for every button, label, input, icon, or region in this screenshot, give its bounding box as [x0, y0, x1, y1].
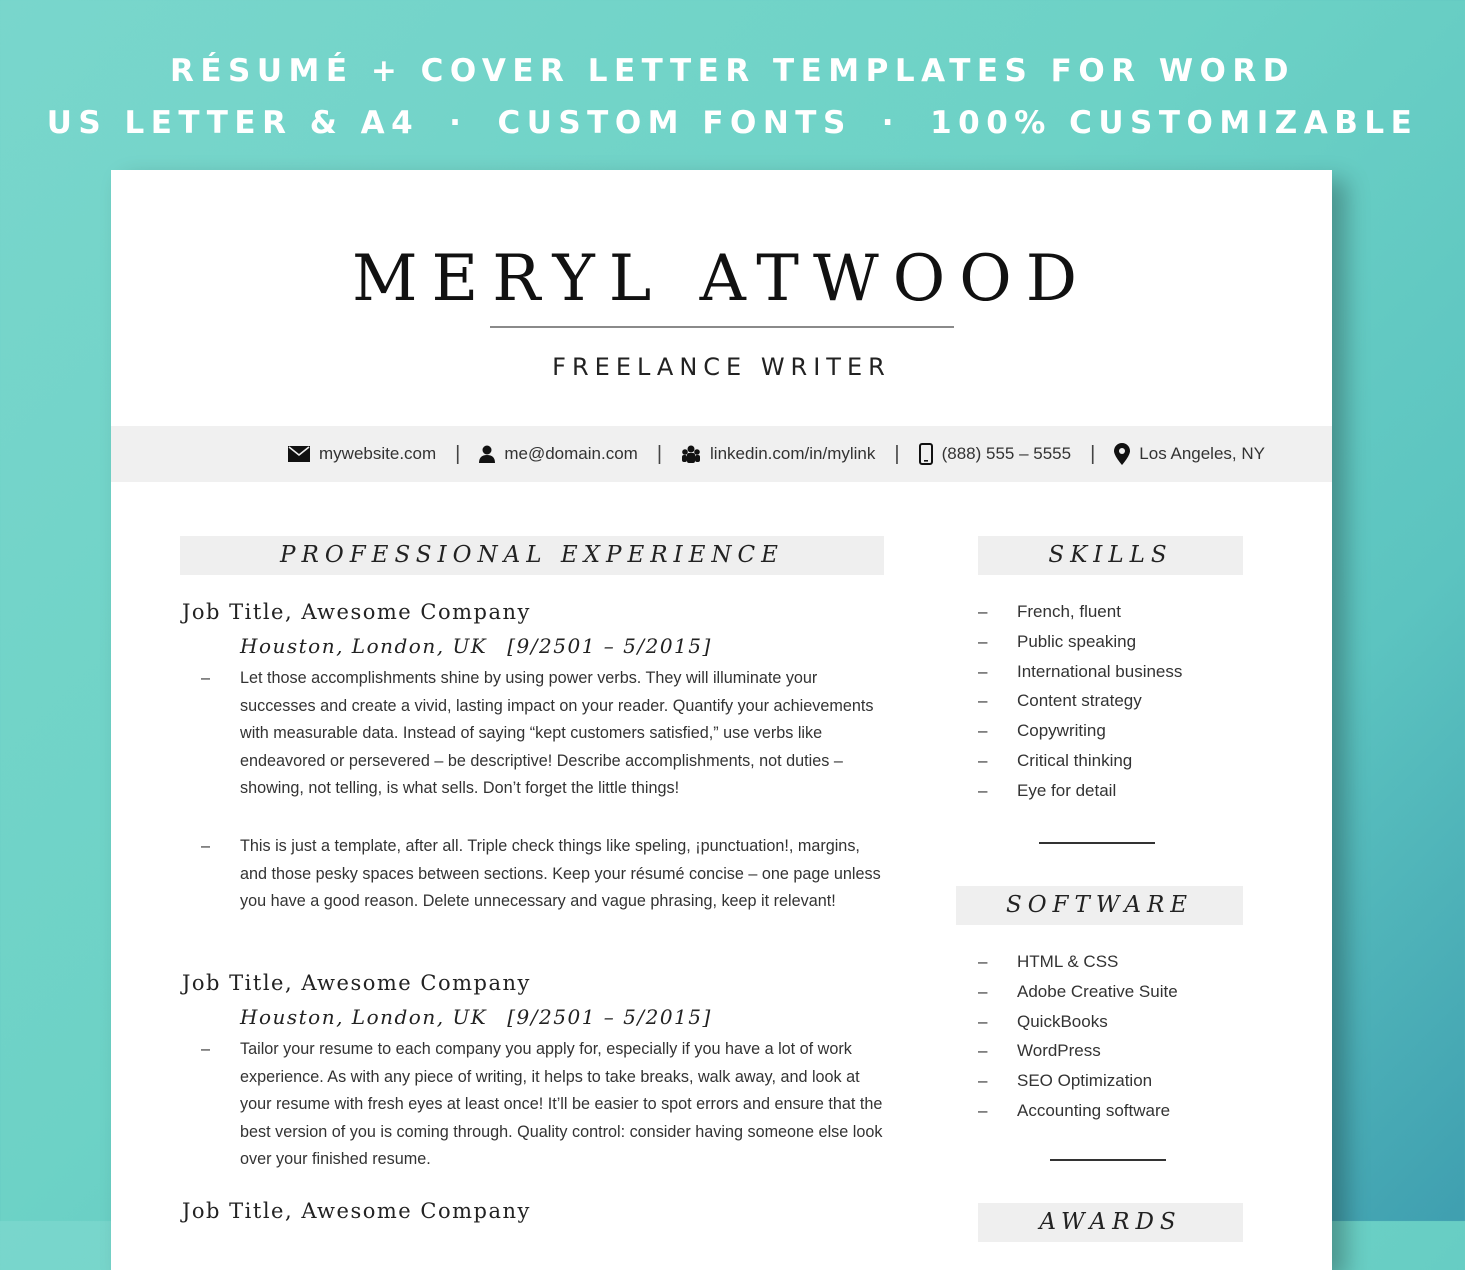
skill-text: Public speaking: [1017, 631, 1137, 651]
contact-bar: [111, 426, 1332, 482]
bullet-dash: –: [978, 602, 988, 621]
contact-email-text: me@domain.com: [504, 444, 638, 463]
list-item: [978, 716, 1182, 746]
job-bullet: [201, 665, 891, 803]
banner-line-1: RÉSUMÉ + COVER LETTER TEMPLATES FOR WORD: [169, 53, 1296, 89]
bullet-dash: –: [978, 661, 988, 681]
software-text: Accounting software: [1017, 1100, 1171, 1120]
experience-heading: PROFESSIONAL EXPERIENCE: [180, 536, 884, 575]
bullet-dash: –: [978, 981, 988, 1001]
list-item: [978, 746, 1182, 776]
bullet-dash: –: [201, 837, 211, 855]
skill-text: Content strategy: [1017, 691, 1142, 711]
contact-phone-text: (888) 555 – 5555: [941, 444, 1072, 463]
section-divider: [1039, 842, 1155, 844]
list-item: [978, 686, 1182, 716]
bullet-dash: –: [201, 669, 211, 687]
person-icon: [479, 445, 495, 463]
bullet-dash: –: [201, 1040, 211, 1058]
list-item: [978, 947, 1178, 977]
resume-job-title: FREELANCE WRITER: [552, 353, 891, 381]
envelope-icon: [288, 446, 310, 462]
contact-location: [1114, 443, 1265, 465]
list-item: [978, 627, 1182, 657]
job-title: Job Title, Awesome Company: [182, 971, 531, 995]
contact-linkedin-text: linkedin.com/in/mylink: [710, 444, 876, 463]
skill-text: French, fluent: [1017, 602, 1121, 621]
software-heading: SOFTWARE: [956, 886, 1243, 925]
bullet-dash: –: [978, 1100, 988, 1120]
bullet-dash: –: [978, 691, 988, 711]
name-divider: [490, 326, 954, 328]
job-bullet: [201, 833, 891, 916]
awards-heading: AWARDS: [978, 1203, 1243, 1242]
section-divider: [1050, 1159, 1166, 1161]
contact-website-text: mywebsite.com: [319, 444, 437, 463]
bullet-text: This is just a template, after all. Triple check things like speling, ¡punctuation!, margins, and those pesky spaces between sections. Keep your résumé concise – one page unless you have a good reason. Delete unnecessary and vague phrasing, keep it relevant!: [240, 837, 881, 911]
resume-name: MERYL ATWOOD: [352, 242, 1091, 316]
list-item: [978, 977, 1178, 1007]
banner-line-2: [0, 105, 1465, 141]
list-item: [978, 776, 1182, 806]
software-text: Adobe Creative Suite: [1017, 981, 1178, 1001]
banner-item-customizable: 100% CUSTOMIZABLE: [930, 105, 1419, 141]
skill-text: Copywriting: [1017, 721, 1106, 741]
job-location: Houston, London, UK: [240, 1005, 488, 1029]
skill-text: Critical thinking: [1017, 750, 1133, 770]
job-meta: [240, 634, 712, 658]
bullet-dash: –: [978, 1071, 988, 1091]
list-item: [978, 597, 1182, 627]
bullet-dash: –: [978, 1041, 988, 1061]
group-icon: [681, 445, 701, 463]
banner-separator: ·: [449, 105, 468, 141]
list-item: [978, 657, 1182, 687]
contact-separator: |: [656, 442, 663, 465]
software-list: [978, 947, 1178, 1126]
bullet-text: Let those accomplishments shine by using power verbs. They will illuminate your successes and create a vivid, lasting impact on your reader. Quantify your achievements with measurable data. Instead of saying “kept customers satisfied,” use verbs like endeavored or persevered – be descriptive! Describe accomplishments, not duties – showing, not telling, is what sells. Don’t forget the little things!: [240, 669, 874, 798]
job-title: Job Title, Awesome Company: [182, 1199, 531, 1223]
bullet-dash: –: [978, 750, 988, 770]
bullet-dash: –: [978, 1011, 988, 1031]
bullet-text: Tailor your resume to each company you apply for, especially if you have a lot of work experience. As with any piece of writing, it helps to take breaks, walk away, and look at your resume with fresh eyes at least once! It’ll be easier to spot errors and ensure that the best version of you is coming through. Quality control: consider having someone else look over your finished resume.: [240, 1040, 883, 1169]
list-item: [978, 1036, 1178, 1066]
contact-email: [479, 444, 637, 464]
skill-text: Eye for detail: [1017, 780, 1117, 800]
list-item: [978, 1096, 1178, 1126]
contact-location-text: Los Angeles, NY: [1139, 444, 1265, 463]
banner-separator: ·: [881, 105, 901, 141]
software-text: WordPress: [1017, 1041, 1101, 1061]
bullet-dash: –: [978, 631, 988, 651]
banner-item-paper-sizes: US LETTER & A4: [46, 105, 420, 141]
bullet-dash: –: [978, 780, 988, 800]
software-text: QuickBooks: [1017, 1011, 1108, 1031]
banner-item-fonts: CUSTOM FONTS: [497, 105, 852, 141]
map-pin-icon: [1114, 443, 1130, 465]
contact-separator: |: [1090, 442, 1096, 465]
job-title: Job Title, Awesome Company: [182, 600, 531, 624]
contact-phone: [919, 443, 1072, 465]
job-dates: [9/2501 – 5/2015]: [507, 634, 712, 658]
job-meta: [240, 1005, 712, 1029]
job-bullet: [201, 1036, 891, 1174]
job-dates: [9/2501 – 5/2015]: [507, 1005, 712, 1029]
contact-separator: |: [894, 442, 900, 465]
phone-icon: [919, 443, 933, 465]
skills-heading: SKILLS: [978, 536, 1243, 575]
contact-separator: |: [455, 442, 461, 465]
skill-text: International business: [1017, 661, 1183, 681]
list-item: [978, 1007, 1178, 1037]
bullet-dash: –: [978, 721, 988, 741]
software-text: HTML & CSS: [1017, 952, 1119, 971]
resume-page: [111, 170, 1332, 1270]
skills-list: [978, 597, 1182, 806]
list-item: [978, 1066, 1178, 1096]
contact-website: [288, 444, 436, 464]
bullet-dash: –: [978, 952, 988, 971]
contact-linkedin: [681, 444, 875, 464]
job-location: Houston, London, UK: [240, 634, 488, 658]
software-text: SEO Optimization: [1017, 1071, 1153, 1091]
